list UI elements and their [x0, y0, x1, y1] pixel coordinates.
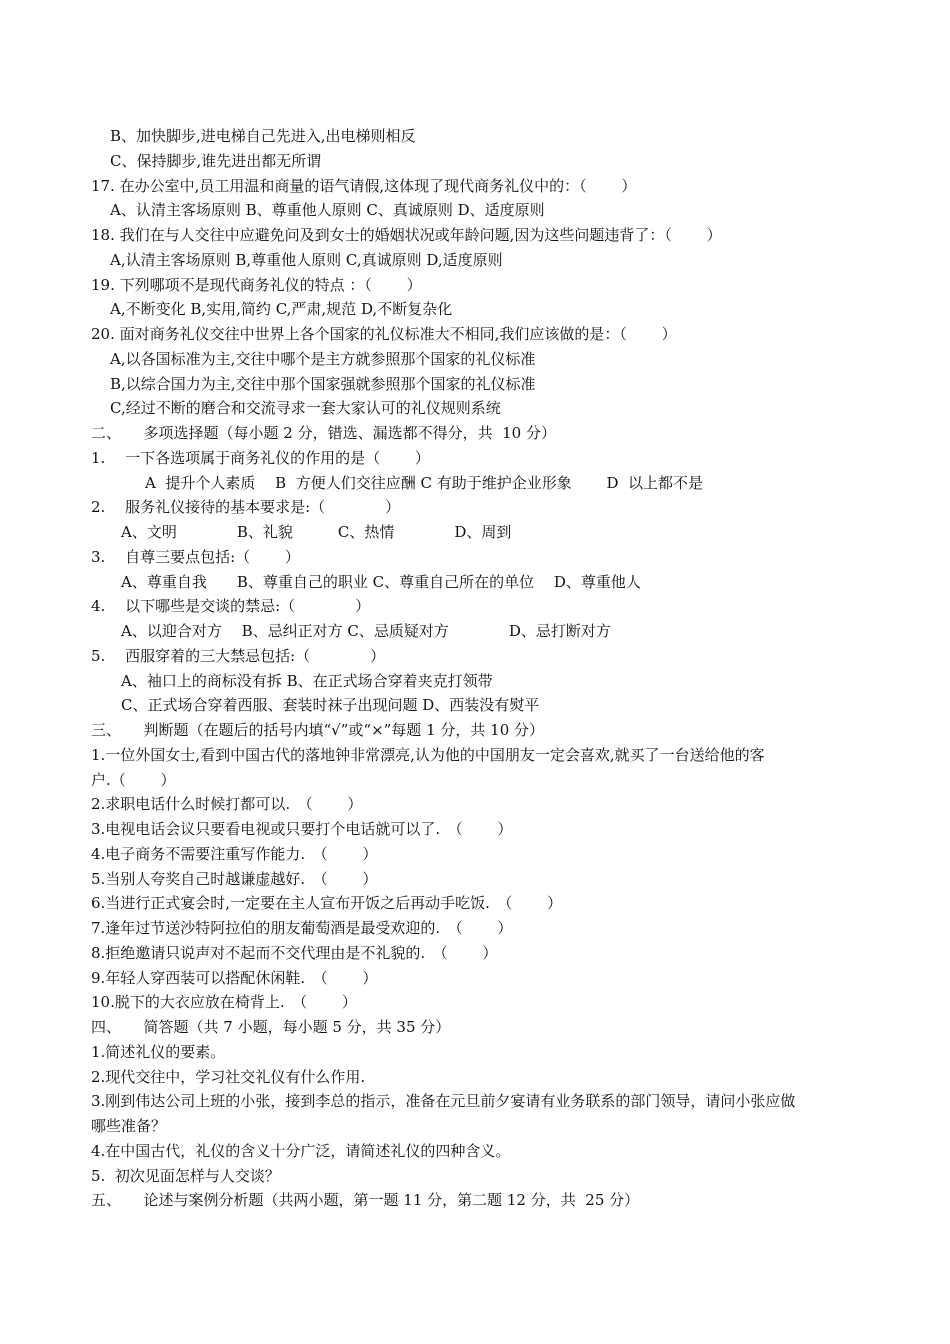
text-line: A、认清主客场原则 B、尊重他人原则 C、真诚原则 D、适度原则: [110, 201, 545, 220]
text-line: C,经过不断的磨合和交流寻求一套大家认可的礼仪规则系统: [110, 399, 501, 418]
text-line: 18. 我们在与人交往中应避免问及到女士的婚姻状况或年龄问题,因为这些问题违背了：（ ）: [91, 226, 722, 244]
text-line: 4.电子商务不需要注重写作能力. （ ）: [91, 844, 378, 863]
text-line: 7.逢年过节送沙特阿拉伯的朋友葡萄酒是最受欢迎的. （ ）: [91, 919, 513, 937]
text-line: 5.当别人夸奖自己时越谦虚越好. （ ）: [91, 869, 378, 888]
text-line: A、袖口上的商标没有拆 B、在正式场合穿着夹克打领带: [121, 671, 493, 690]
text-line: A,不断变化 B,实用,简约 C,严肃,规范 D,不断复杂化: [110, 300, 453, 319]
text-line: 9.年轻人穿西装可以搭配休闲鞋. （ ）: [91, 968, 378, 987]
text-line: A、以迎合对方 B、忌纠正对方 C、忌质疑对方 D、忌打断对方: [121, 622, 611, 640]
text-line: 哪些准备？: [91, 1117, 167, 1135]
text-line: 四、 简答题（共 7 小题，每小题 5 分，共 35 分）: [91, 1018, 451, 1036]
text-line: B、加快脚步,进电梯自己先进入,出电梯则相反: [110, 127, 416, 145]
text-line: 1. 一下各选项属于商务礼仪的作用的是（ ）: [91, 448, 430, 467]
text-line: A 提升个人素质 B 方便人们交往应酬 C 有助于维护企业形象 D 以上都不是: [145, 473, 704, 492]
text-line: 5. 西服穿着的三大禁忌包括:（ ）: [91, 646, 386, 665]
text-line: 19. 下列哪项不是现代商务礼仪的特点 ：（ ）: [91, 275, 422, 294]
text-line: A、尊重自我 B、尊重自己的职业 C、尊重自己所在的单位 D、尊重他人: [121, 572, 641, 591]
text-line: 3.电视电话会议只要看电视或只要打个电话就可以了. （ ）: [91, 820, 513, 838]
text-line: 4.在中国古代，礼仪的含义十分广泛，请简述礼仪的四种含义。: [91, 1141, 511, 1160]
text-line: 3. 自尊三要点包括:（ ）: [91, 547, 300, 566]
text-line: 3.刚到伟达公司上班的小张，接到李总的指示，准备在元旦前夕宴请有业务联系的部门领导，请问小张应做: [91, 1092, 796, 1111]
text-line: 6.当进行正式宴会时,一定要在主人宣布开饭之后再动手吃饭. （ ）: [91, 894, 563, 913]
text-line: A,以各国标准为主,交往中哪个是主方就参照那个国家的礼仪标准: [110, 349, 536, 368]
text-line: 户.（ ）: [91, 770, 176, 789]
text-line: C、保持脚步,谁先进出都无所谓: [110, 151, 322, 170]
text-line: C、正式场合穿着西服、套装时袜子出现问题 D、西装没有熨平: [121, 696, 540, 715]
text-line: 8.拒绝邀请只说声对不起而不交代理由是不礼貌的. （ ）: [91, 943, 498, 962]
text-line: 17. 在办公室中,员工用温和商量的语气请假,这体现了现代商务礼仪中的：（ ）: [91, 176, 637, 195]
text-line: A、文明 B、礼貌 C、热情 D、周到: [121, 523, 512, 541]
text-line: 20. 面对商务礼仪交往中世界上各个国家的礼仪标准大不相同,我们应该做的是：（ ）: [91, 325, 677, 343]
text-line: 1.一位外国女士,看到中国古代的落地钟非常漂亮,认为他的中国朋友一定会喜欢,就买了一台送给他的客: [91, 745, 765, 764]
text-line: 5. 初次见面怎样与人交谈？: [91, 1166, 280, 1185]
text-line: 五、 论述与案例分析题（共两小题，第一题 11 分，第二题 12 分，共 25 分）: [91, 1191, 640, 1210]
text-line: 10.脱下的大衣应放在椅背上. （ ）: [91, 993, 357, 1012]
text-line: 2. 服务礼仪接待的基本要求是:（ ）: [91, 498, 401, 517]
text-line: 2.现代交往中，学习社交礼仪有什么作用.: [91, 1067, 366, 1086]
text-line: A,认清主客场原则 B,尊重他人原则 C,真诚原则 D,适度原则: [110, 250, 503, 269]
text-line: B,以综合国力为主,交往中那个国家强就参照那个国家的礼仪标准: [110, 374, 536, 393]
text-line: 三、 判断题（在题后的括号内填“√”或“×”每题 1 分，共 10 分）: [91, 721, 545, 739]
text-line: 1.简述礼仪的要素。: [91, 1042, 226, 1061]
text-line: 4. 以下哪些是交谈的禁忌:（ ）: [91, 597, 371, 616]
text-line: 2.求职电话什么时候打都可以. （ ）: [91, 795, 363, 814]
text-line: 二、 多项选择题（每小题 2 分，错选、漏选都不得分，共 10 分）: [91, 424, 556, 442]
